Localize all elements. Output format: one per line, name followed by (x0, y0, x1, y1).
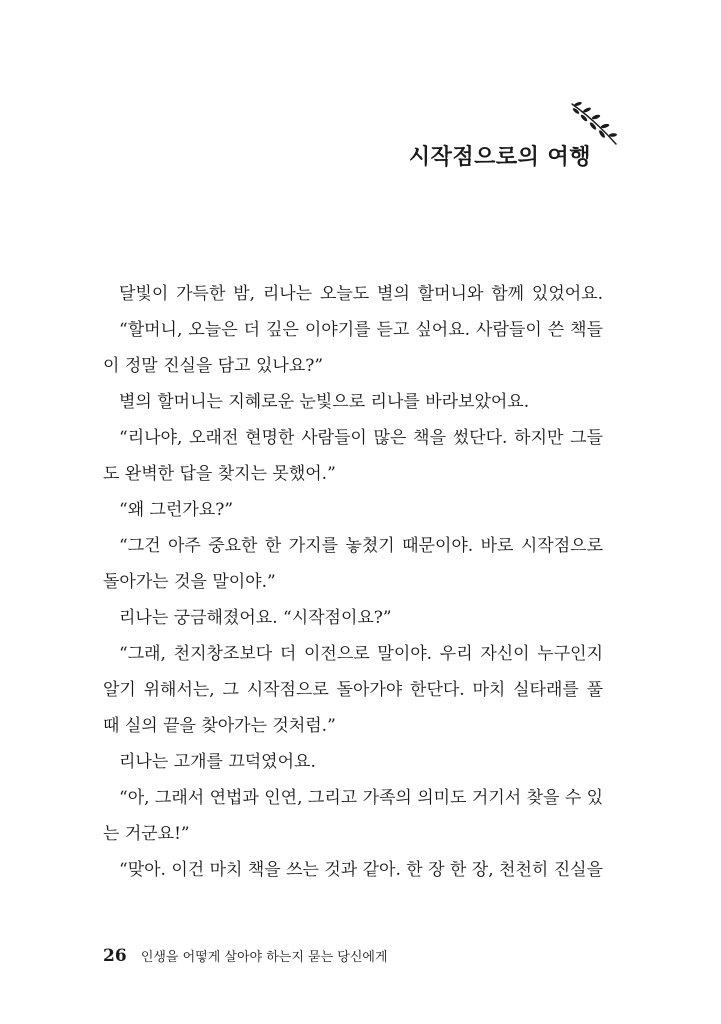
chapter-title: 시작점으로의 여행 (408, 145, 591, 170)
text-line: “왜 그런가요?” (119, 500, 234, 520)
text-line: 알기 위해서는, 그 시작점으로 돌아가야 한단다. 마치 실타래를 풀 (103, 680, 603, 700)
body-text (103, 276, 603, 888)
book-title: 인생을 어떻게 살아야 하는지 묻는 당신에게 (140, 950, 388, 965)
text-line: 이 정말 진실을 담고 있나요?” (103, 356, 324, 376)
text-line: “아, 그래서 연법과 인연, 그리고 가족의 의미도 거기서 찾을 수 있 (119, 788, 604, 808)
text-line: “맞아. 이건 마치 책을 쓰는 것과 같아. 한 장 한 장, 천천히 진실을 (119, 860, 603, 880)
text-line: 리나는 고개를 끄덕였어요. (119, 752, 316, 772)
text-line: 는 거군요!” (103, 824, 190, 844)
text-line: “그건 아주 중요한 한 가지를 놓쳤기 때문이야. 바로 시작점으로 (119, 536, 603, 556)
page-footer (103, 946, 388, 966)
text-line: “리나야, 오래전 현명한 사람들이 많은 책을 썼단다. 하지만 그들 (119, 428, 603, 448)
page-number: 26 (103, 946, 127, 966)
text-line: “그래, 천지창조보다 더 이전으로 말이야. 우리 자신이 누구인지 (119, 644, 603, 664)
text-line: 리나는 궁금해졌어요. “시작점이요?” (119, 608, 392, 628)
text-line: 도 완벽한 답을 찾지는 못했어.” (103, 464, 336, 484)
text-line: 별의 할머니는 지혜로운 눈빛으로 리나를 바라보았어요. (119, 392, 530, 412)
text-line: 돌아가는 것을 말이야.” (103, 572, 276, 592)
text-line: 달빛이 가득한 밤, 리나는 오늘도 별의 할머니와 함께 있었어요. (119, 284, 603, 304)
text-line: 때 실의 끝을 찾아가는 것처럼.” (103, 716, 336, 736)
text-line: “할머니, 오늘은 더 깊은 이야기를 듣고 싶어요. 사람들이 쓴 책들 (119, 320, 603, 340)
